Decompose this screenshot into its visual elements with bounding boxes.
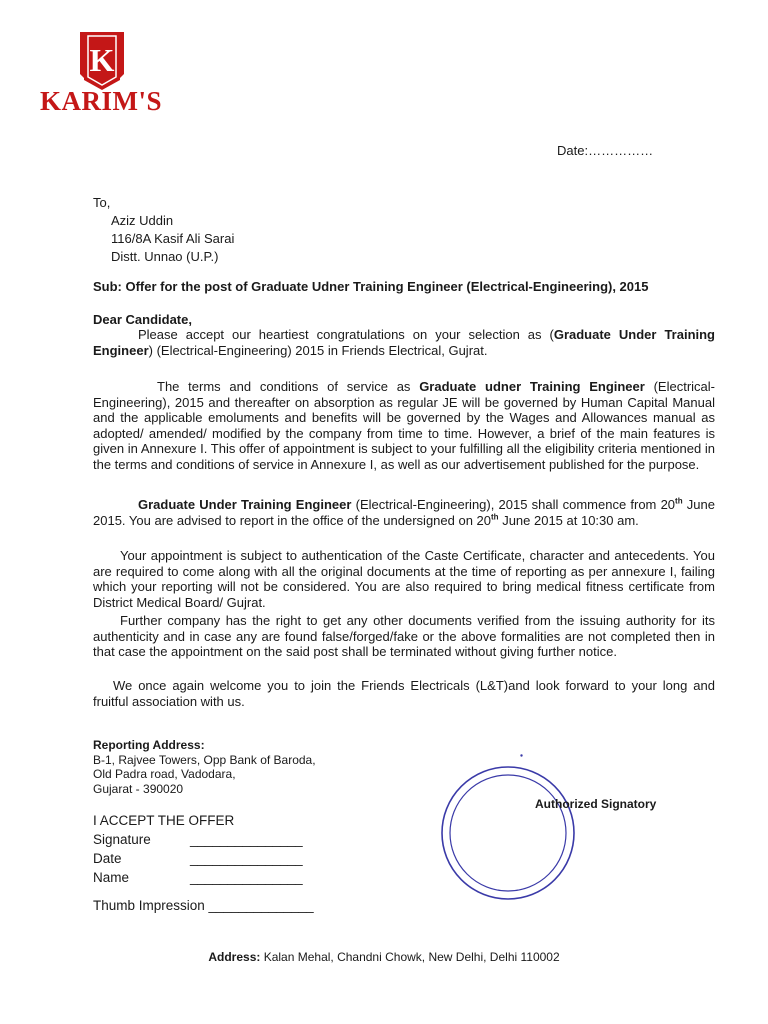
p2-tail: (Electrical-Engineering), 2015 and thereafter on absorption as regular JE will be governed by Human Capital Manual and the applicable emoluments and benefits will be governed by the Wages and Allowances manual as adopted/ amended/ modified by the company from time to time. However, a brief of the main features is given in Annexure I. This offer of appointment is subject to your fulfilling all the eligibility criteria mentioned in the terms and conditions of service in Annexure I, as well as our advertisement published for the purpose. [93,379,715,472]
date-field: Date:…………… [557,143,654,158]
signature-blank: _______________ [190,832,303,847]
thumb-impression: Thumb Impression ______________ [93,898,314,913]
paragraph-authentication [93,548,715,610]
p3-text3: June 2015 at 10:30 am. [498,512,639,528]
p6-text: We once again welcome you to join the Friends Electricals (L&T)and look forward to your long and fruitful association with us. [93,678,715,709]
p3-sup1: th [675,496,683,506]
name-blank: _______________ [190,870,303,885]
p1-post-title: Graduate Under Training Engineer [93,327,715,358]
stamp-dot-icon [520,754,523,757]
reporting-address [93,738,316,796]
p1-tail: ) (Electrical-Engineering) 2015 in Friends Electrical, Gujrat. [148,342,488,358]
official-stamp-icon [440,765,576,901]
date-row [93,849,303,868]
reporting-title: Reporting Address: [93,738,205,752]
logo-letter: K [89,42,115,78]
reporting-line2: Old Padra road, Vadodara, [93,767,236,781]
p3-text1: (Electrical-Engineering), 2015 shall commence from 20 [351,497,676,512]
date-blank: _______________ [190,851,303,866]
paragraph-verification [93,613,715,660]
paragraph-terms [93,379,715,472]
p2-post-title: Graduate udner Training Engineer [419,379,645,394]
p3-text2: June 2015. You are advised to report in the office of the undersigned on 20 [93,497,715,528]
name-row [93,868,303,887]
salutation: Dear Candidate, [93,312,192,327]
recipient-name: Aziz Uddin [111,213,174,228]
footer-text: Kalan Mehal, Chandni Chowk, New Delhi, Delhi 110002 [260,950,560,964]
to-label: To, [93,195,111,210]
paragraph-welcome [93,678,715,709]
p5-text: Further company has the right to get any other documents verified from the issuing authority for its authenticity and in case any are found false/forged/fake or the above formalities are not completed then in that case the appointment on the said post shall be terminated without giving further notice. [93,613,715,659]
reporting-line3: Gujarat - 390020 [93,781,184,796]
accept-title: I ACCEPT THE OFFER [93,813,235,828]
signature-label: Signature [93,832,151,847]
p4-text: Your appointment is subject to authentication of the Caste Certificate, character and antecedents. You are required to come along with all the original documents at the time of reporting as per annexure I, failing which your reporting will not be considered. You are also required to bring medical fitness certificate from District Medical Board/ Gujrat. [93,548,715,610]
authorized-signatory: Authorized Signatory [535,797,657,811]
subject-line: Sub: Offer for the post of Graduate Udner Training Engineer (Electrical-Engineering), 2015 [93,279,649,294]
footer-address [0,950,768,966]
acceptance-block [93,811,303,887]
name-label: Name [93,870,130,885]
p3-post-title: Graduate Under Training Engineer [138,497,352,512]
logo-wordmark: KARIM'S [40,86,163,116]
paragraph-congratulations [93,327,715,358]
p3-sup2: th [491,512,499,522]
reporting-line1: B-1, Rajvee Towers, Opp Bank of Baroda, [93,752,316,767]
signature-row [93,830,303,849]
date-label: Date [93,851,122,866]
recipient-block [93,194,234,266]
paragraph-commencement [93,497,715,528]
footer-label: Address: [208,950,261,964]
p2-lead: The terms and conditions of service as [157,379,420,394]
recipient-address-line2: Distt. Unnao (U.P.) [111,249,219,264]
recipient-address-line1: 116/8A Kasif Ali Sarai [111,231,235,246]
p1-lead: Please accept our heartiest congratulations on your selection as ( [138,327,554,342]
